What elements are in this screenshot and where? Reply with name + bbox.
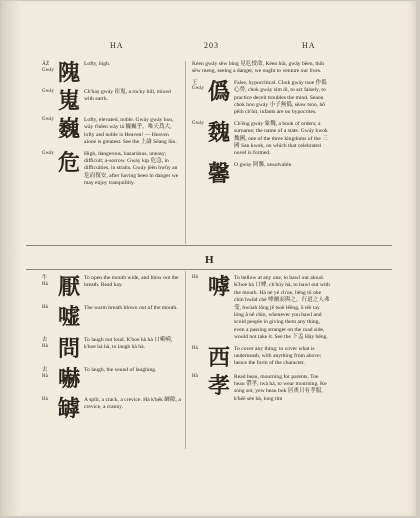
chinese-character: 厭 [58,274,81,300]
dictionary-entry [192,275,330,342]
left-column-top [42,61,182,188]
definition: To laugh, the sound of laughing. [84,367,157,373]
dictionary-entry [42,337,182,361]
dictionary-entry [192,121,330,158]
running-head-right: HA [302,41,316,50]
romanization: Hà [42,281,48,287]
definition: Lofty, high. [84,61,111,67]
dictionary-entry [192,374,330,404]
right-column-bottom [192,275,330,403]
romanization: Hà [42,397,48,402]
chinese-character: 巍 [58,116,81,142]
romanization: Hà [42,305,48,310]
romanization: Hà [192,345,198,351]
dictionary-entry [42,367,182,391]
column-divider-top [185,61,186,244]
romanization: Hà [42,373,48,379]
chinese-character: 西 [208,344,231,371]
definition: Kéen gwáy sëw bing 見危授命, Kéen hūi, gwáy bëen, thih sëw meng, seeing a danger, we ought to venture our lives. [192,61,325,75]
tone-mark: 王 [192,79,198,86]
chinese-character: 隗 [58,60,81,86]
definition: Lofty, elevated, noble. Gwáy gwáy hoo, wāy t'hēen wāy tá 巍巍乎，唯天爲大, lofty and noble is Heaven! — Heaven alone is greatest. See the 上論 Sëang lün. [84,117,177,146]
chinese-character: 嚇 [58,366,81,392]
page-gutter [2,1,22,516]
romanization: Hà [192,373,198,379]
romanization: Gwáy [42,150,54,156]
definition: A split, a crack, a crevice. Hà k'hëk 罅隙, a crevice, a cranny. [84,397,181,411]
page-number: 203 [204,41,219,50]
definition: O gwáy 阿馨, unsolvable. [234,161,293,168]
definition: Ch'ëng gwáy 象魏, a book of orders; a surname; the name of a state. Gwáy kwok 魏國, one of the three kingdoms of the 三國 San kwok, on which that celebrated novel is formed. [234,120,328,157]
dictionary-entry [42,61,182,85]
dictionary-entry [192,162,330,186]
chinese-character: 罅 [58,396,81,422]
tone-mark: ÄŽ [42,61,50,67]
romanization: Gwáy [42,89,54,94]
dictionary-entry [42,397,182,421]
dictionary-entry [192,346,330,370]
chinese-character: 嘑 [208,274,231,300]
dictionary-entry [42,117,182,147]
column-divider-bottom [185,271,186,449]
dictionary-entry [192,61,330,76]
definition: Ch'hay gwáy 崔嵬, a rocky hill, mixed with earth. [84,89,171,103]
chinese-character: 嘘 [58,304,81,330]
chinese-character: 問 [58,336,81,362]
section-rule [26,245,392,246]
romanization: Gwáy [42,117,54,122]
right-column-top [192,61,330,186]
tone-mark: 牛 [42,275,48,281]
chinese-character: 馨 [208,160,231,187]
chinese-character: 魏 [208,119,231,146]
romanization: Gwáy [42,67,54,73]
left-column-bottom [42,275,182,421]
book-page [2,1,416,516]
dictionary-entry [42,89,182,113]
chinese-character: 嵬 [58,88,81,114]
dictionary-entry [42,275,182,299]
running-head-left: HA [110,41,124,50]
definition: False, hypocritical. Chok gwáy tsoe 作僞心勞, chok gwáy sim lǒ, to act falsely, to practice deceit troubles the mind. Seaou chok hoo gwáy 小子無僞, sëaw tsoo, hǒ pëih ch'hit, infants are no hypocrites. [234,79,327,116]
tone-mark: 去 [42,337,48,343]
romanization: Hà [42,343,48,349]
tone-mark: 去 [42,367,48,373]
definition: To bellow at any one, to bawl out aloud. K'hoe hà 口嘑, ch'hüy hà, to bawl out with the mouth. Hà nè yé ch'oe, hêng tŏ ohe chin hwüd chè 嘑爾而與之，行道之人弗受, hwüah lǒng jê tsoë lëëng, ŭ tëë tay löng ă nê chin, whenever you bawl and scold people in giving them any thing, even a passing stranger on the road side, would not take it. See the 下孟 Hày bēng. [234,275,330,341]
chinese-character: 孝 [208,372,231,399]
romanization: Gwáy [192,120,204,126]
dictionary-entry [192,80,330,117]
definition: High, dangerous, hazardous, uneasy; difficult; a-sorrow. Gwáy kip 危急, in difficulties, in straits. Gwáy jëën hwūy an 危而復安, after having been in danger we may enjoy tranquillity. [84,150,179,187]
definition: The warm breath blown out of the mouth. [84,305,178,311]
chinese-character: 僞 [208,78,231,105]
definition: To laugh out loud. K'hoe hà hà 口嗬嗬, k'hoe hà hà, to laugh hà hà. [84,337,173,351]
romanization: Hà [192,275,198,280]
definition: To open the mouth wide, and blow out the breath. Read hay. [84,275,179,289]
dictionary-entry [42,151,182,188]
chinese-character: 危 [58,149,81,176]
definition: Read heau, mourning for parents. Toe heau 帶孝, twà hà, to wear mourning. Ke song sot, yew heau bok 居喪日有孝服, k'hëë sëe hà, long tim [234,373,327,402]
definition: To cover any thing; to cover what is underneath, with anything from above; hence the form of the character. [234,345,322,367]
dictionary-entry [42,305,182,329]
section-rule [26,269,392,270]
romanization: Gwáy [192,86,204,92]
section-letter: H [205,254,214,266]
